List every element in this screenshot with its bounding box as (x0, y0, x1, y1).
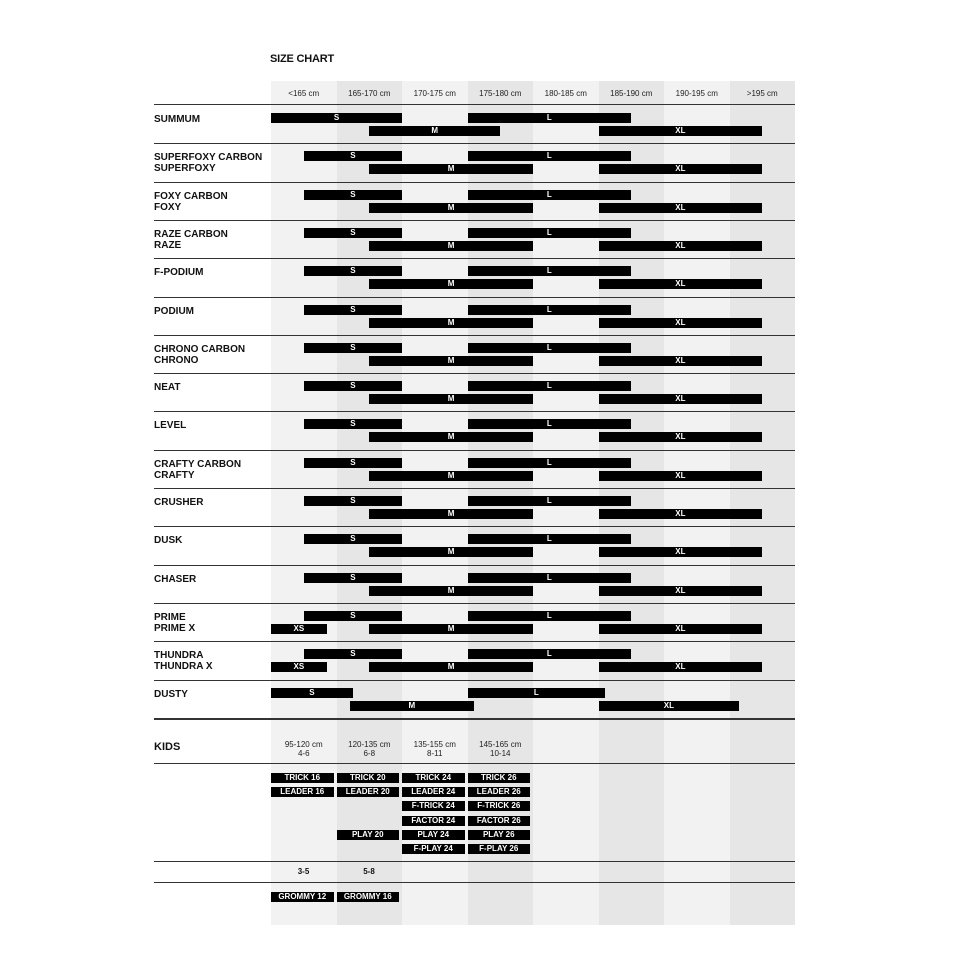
size-bar-s: S (304, 305, 402, 315)
size-bar-xl: XL (599, 241, 763, 251)
kids-column-header (468, 740, 534, 758)
size-bar-xl: XL (599, 356, 763, 366)
size-bar-l: L (468, 190, 632, 200)
kids-bike-bar: LEADER 20 (337, 787, 400, 797)
model-name: LEVEL (154, 420, 187, 432)
size-bar-s: S (304, 611, 402, 621)
kids-bike-bar: TRICK 24 (402, 773, 465, 783)
column-header: 190-195 cm (675, 89, 718, 98)
size-bar-m: M (369, 394, 533, 404)
size-bar-m: M (369, 164, 533, 174)
row-separator (154, 763, 795, 764)
row-separator (154, 411, 795, 412)
size-bar-s: S (271, 688, 353, 698)
column-header: 185-190 cm (610, 89, 653, 98)
row-separator (154, 373, 795, 374)
kids-bike-bar: LEADER 16 (271, 787, 334, 797)
kids-bike-bar: TRICK 16 (271, 773, 334, 783)
size-bar-m: M (369, 241, 533, 251)
size-bar-s: S (304, 649, 402, 659)
kids-bike-bar: LEADER 26 (468, 787, 531, 797)
kids-age-range: 6-8 (363, 749, 376, 758)
row-separator (154, 526, 795, 527)
size-bar-m: M (369, 126, 500, 136)
size-bar-xl: XL (599, 471, 763, 481)
row-separator (154, 104, 795, 105)
row-separator (154, 297, 795, 298)
row-separator (154, 882, 795, 883)
column-header: 180-185 cm (544, 89, 587, 98)
model-name: PRIME PRIME X (154, 611, 196, 634)
size-bar-l: L (468, 496, 632, 506)
row-separator (154, 565, 795, 566)
model-name: DUSK (154, 535, 183, 547)
size-bar-s: S (304, 228, 402, 238)
model-name: SUMMUM (154, 114, 201, 125)
size-bar-s: S (304, 343, 402, 353)
kids-age-range: 8-11 (427, 749, 443, 758)
row-separator (154, 258, 795, 259)
size-bar-xl: XL (599, 126, 763, 136)
row-separator (154, 488, 795, 489)
toddler-bike-bar: GROMMY 12 (271, 892, 334, 902)
row-separator (154, 335, 795, 336)
model-name: F-PODIUM (154, 267, 204, 279)
size-bar-m: M (369, 586, 533, 596)
size-bar-l: L (468, 649, 632, 659)
kids-bike-bar: PLAY 24 (402, 830, 465, 840)
row-separator (154, 641, 795, 642)
size-bar-l: L (468, 151, 632, 161)
toddler-age: 3-5 (297, 867, 310, 876)
kids-bike-bar: FACTOR 26 (468, 816, 531, 826)
kids-age-range: 10-14 (490, 749, 511, 758)
column-header: 175-180 cm (479, 89, 522, 98)
size-bar-l: L (468, 611, 632, 621)
size-bar-s: S (304, 190, 402, 200)
size-bar-xl: XL (599, 662, 763, 672)
size-bar-xl: XL (599, 586, 763, 596)
size-bar-l: L (468, 343, 632, 353)
column-header: 170-175 cm (413, 89, 456, 98)
toddler-age: 5-8 (363, 867, 375, 876)
size-bar-m: M (369, 318, 533, 328)
kids-height-range: 95-120 cm (284, 740, 323, 749)
model-name: CHASER (154, 573, 197, 585)
row-separator (154, 220, 795, 221)
model-name: FOXY CARBON FOXY (154, 190, 228, 213)
kids-height-range: 135-155 cm (413, 740, 456, 749)
size-bar-m: M (369, 471, 533, 481)
size-bar-l: L (468, 305, 632, 315)
size-bar-xl: XL (599, 203, 763, 213)
size-bar-m: M (350, 701, 474, 711)
row-separator (154, 182, 795, 183)
size-bar-l: L (468, 573, 632, 583)
size-bar-l: L (468, 266, 632, 276)
model-name: RAZE CARBON RAZE (154, 228, 228, 251)
row-separator (154, 861, 795, 862)
row-separator (154, 603, 795, 604)
size-bar-xl: XL (599, 432, 763, 442)
size-bar-m: M (369, 356, 533, 366)
column-header: 165-170 cm (348, 89, 391, 98)
kids-bike-bar: F-PLAY 24 (402, 844, 465, 854)
kids-height-range: 145-165 cm (479, 740, 522, 749)
size-bar-l: L (468, 419, 632, 429)
model-name: NEAT (154, 382, 181, 394)
kids-bike-bar: F-TRICK 26 (468, 801, 531, 811)
kids-column-header (337, 740, 403, 758)
size-bar-xl: XL (599, 624, 763, 634)
kids-height-range: 120-135 cm (348, 740, 391, 749)
kids-bike-bar: PLAY 20 (337, 830, 400, 840)
size-bar-l: L (468, 381, 632, 391)
size-bar-s: S (271, 113, 402, 123)
column-header: <165 cm (288, 89, 320, 98)
model-name: DUSTY (154, 688, 188, 700)
row-separator (154, 680, 795, 681)
size-bar-l: L (468, 534, 632, 544)
size-chart-title: SIZE CHART (270, 53, 335, 65)
size-bar-l: L (468, 228, 632, 238)
size-bar-xl: XL (599, 394, 763, 404)
size-bar-s: S (304, 151, 402, 161)
size-bar-xl: XL (599, 318, 763, 328)
model-name: SUPERFOXY CARBON SUPERFOXY (154, 152, 263, 175)
size-bar-xl: XL (599, 701, 740, 711)
row-separator (154, 719, 795, 720)
size-bar-m: M (369, 432, 533, 442)
kids-section-title: KIDS (154, 741, 181, 753)
size-bar-l: L (468, 113, 632, 123)
kids-column-header (402, 740, 468, 758)
size-bar-s: S (304, 496, 402, 506)
size-bar-xl: XL (599, 279, 763, 289)
kids-bike-bar: TRICK 20 (337, 773, 400, 783)
kids-bike-bar: F-TRICK 24 (402, 801, 465, 811)
size-bar-xl: XL (599, 547, 763, 557)
size-bar-xl: XL (599, 164, 763, 174)
size-bar-m: M (369, 547, 533, 557)
row-separator (154, 143, 795, 144)
kids-bike-bar: FACTOR 24 (402, 816, 465, 826)
model-name: THUNDRA THUNDRA X (154, 650, 213, 673)
kids-age-range: 4-6 (297, 749, 310, 758)
model-name: CRAFTY CARBON CRAFTY (154, 458, 242, 481)
size-bar-m: M (369, 662, 533, 672)
size-bar-m: M (369, 203, 533, 213)
size-bar-s: S (304, 573, 402, 583)
kids-column-header (271, 740, 337, 758)
size-bar-xs: XS (271, 662, 327, 672)
size-bar-l: L (468, 458, 632, 468)
model-name: CHRONO CARBON CHRONO (154, 343, 246, 366)
kids-bike-bar: LEADER 24 (402, 787, 465, 797)
model-name: CRUSHER (154, 497, 204, 508)
column-header: >195 cm (746, 89, 778, 98)
size-bar-s: S (304, 419, 402, 429)
kids-bike-bar: TRICK 26 (468, 773, 531, 783)
size-bar-s: S (304, 266, 402, 276)
size-bar-xl: XL (599, 509, 763, 519)
toddler-bike-bar: GROMMY 16 (337, 892, 400, 902)
size-bar-m: M (369, 509, 533, 519)
size-bar-s: S (304, 534, 402, 544)
kids-bike-bar: PLAY 26 (468, 830, 531, 840)
size-bar-m: M (369, 279, 533, 289)
kids-bike-bar: F-PLAY 26 (468, 844, 531, 854)
model-name: PODIUM (154, 305, 194, 317)
size-bar-xs: XS (271, 624, 327, 634)
size-bar-m: M (369, 624, 533, 634)
size-bar-s: S (304, 381, 402, 391)
size-bar-s: S (304, 458, 402, 468)
size-bar-l: L (468, 688, 606, 698)
row-separator (154, 450, 795, 451)
